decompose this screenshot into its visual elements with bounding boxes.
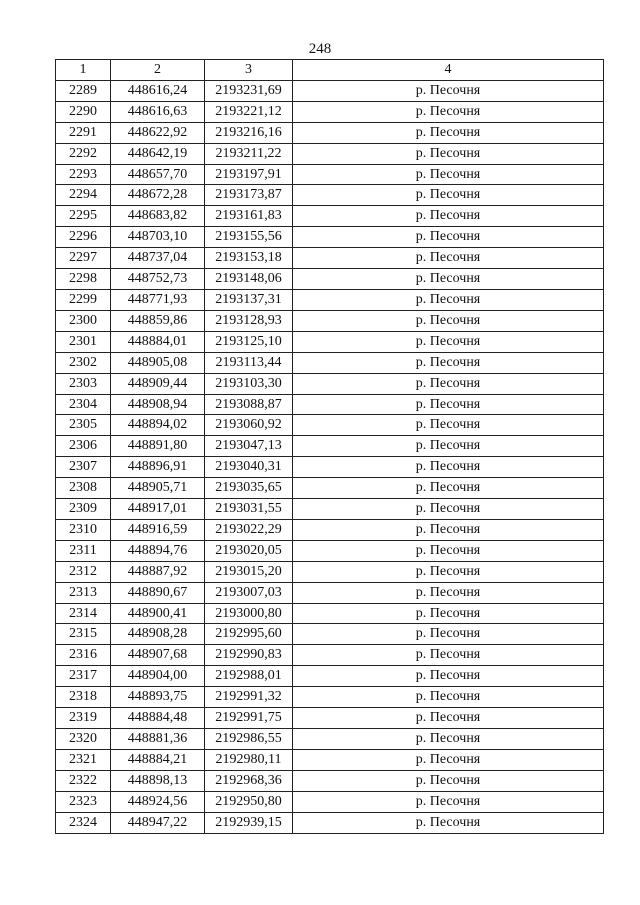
table-row	[56, 624, 604, 645]
x-coordinate-cell: 448908,28	[111, 624, 205, 645]
y-coordinate-cell: 2192968,36	[205, 770, 293, 791]
table-row	[56, 603, 604, 624]
y-coordinate-cell: 2192991,75	[205, 708, 293, 729]
table-row	[56, 164, 604, 185]
header-row	[56, 60, 604, 81]
point-number-cell: 2303	[56, 373, 111, 394]
description-cell: р. Песочня	[293, 729, 604, 750]
point-number-cell: 2301	[56, 331, 111, 352]
description-cell: р. Песочня	[293, 812, 604, 833]
x-coordinate-cell: 448616,24	[111, 80, 205, 101]
x-coordinate-cell: 448884,01	[111, 331, 205, 352]
y-coordinate-cell: 2193020,05	[205, 540, 293, 561]
y-coordinate-cell: 2193022,29	[205, 519, 293, 540]
point-number-cell: 2295	[56, 206, 111, 227]
table-row	[56, 394, 604, 415]
y-coordinate-cell: 2192990,83	[205, 645, 293, 666]
description-cell: р. Песочня	[293, 708, 604, 729]
description-cell: р. Песочня	[293, 478, 604, 499]
table-row	[56, 499, 604, 520]
description-cell: р. Песочня	[293, 561, 604, 582]
description-cell: р. Песочня	[293, 770, 604, 791]
point-number-cell: 2296	[56, 227, 111, 248]
table-row	[56, 415, 604, 436]
point-number-cell: 2313	[56, 582, 111, 603]
description-cell: р. Песочня	[293, 540, 604, 561]
table-row	[56, 206, 604, 227]
x-coordinate-cell: 448887,92	[111, 561, 205, 582]
x-coordinate-cell: 448904,00	[111, 666, 205, 687]
point-number-cell: 2317	[56, 666, 111, 687]
x-coordinate-cell: 448893,75	[111, 687, 205, 708]
y-coordinate-cell: 2193015,20	[205, 561, 293, 582]
x-coordinate-cell: 448909,44	[111, 373, 205, 394]
point-number-cell: 2323	[56, 791, 111, 812]
table-row	[56, 812, 604, 833]
point-number-cell: 2290	[56, 101, 111, 122]
x-coordinate-cell: 448908,94	[111, 394, 205, 415]
x-coordinate-cell: 448881,36	[111, 729, 205, 750]
x-coordinate-cell: 448916,59	[111, 519, 205, 540]
x-coordinate-cell: 448771,93	[111, 289, 205, 310]
header-col-3: 3	[205, 60, 293, 81]
point-number-cell: 2312	[56, 561, 111, 582]
x-coordinate-cell: 448947,22	[111, 812, 205, 833]
y-coordinate-cell: 2193113,44	[205, 352, 293, 373]
table-row	[56, 457, 604, 478]
table-header	[56, 60, 604, 81]
table-row	[56, 770, 604, 791]
table-row	[56, 478, 604, 499]
point-number-cell: 2293	[56, 164, 111, 185]
description-cell: р. Песочня	[293, 687, 604, 708]
description-cell: р. Песочня	[293, 436, 604, 457]
x-coordinate-cell: 448894,02	[111, 415, 205, 436]
point-number-cell: 2321	[56, 749, 111, 770]
description-cell: р. Песочня	[293, 143, 604, 164]
y-coordinate-cell: 2193211,22	[205, 143, 293, 164]
y-coordinate-cell: 2192995,60	[205, 624, 293, 645]
table-row	[56, 331, 604, 352]
point-number-cell: 2309	[56, 499, 111, 520]
table-row	[56, 582, 604, 603]
description-cell: р. Песочня	[293, 415, 604, 436]
table-row	[56, 143, 604, 164]
x-coordinate-cell: 448891,80	[111, 436, 205, 457]
x-coordinate-cell: 448737,04	[111, 248, 205, 269]
point-number-cell: 2294	[56, 185, 111, 206]
y-coordinate-cell: 2192950,80	[205, 791, 293, 812]
table-row	[56, 519, 604, 540]
x-coordinate-cell: 448898,13	[111, 770, 205, 791]
point-number-cell: 2319	[56, 708, 111, 729]
table-row	[56, 729, 604, 750]
x-coordinate-cell: 448657,70	[111, 164, 205, 185]
point-number-cell: 2307	[56, 457, 111, 478]
description-cell: р. Песочня	[293, 122, 604, 143]
x-coordinate-cell: 448905,08	[111, 352, 205, 373]
x-coordinate-cell: 448890,67	[111, 582, 205, 603]
description-cell: р. Песочня	[293, 791, 604, 812]
y-coordinate-cell: 2193148,06	[205, 269, 293, 290]
y-coordinate-cell: 2193221,12	[205, 101, 293, 122]
description-cell: р. Песочня	[293, 248, 604, 269]
description-cell: р. Песочня	[293, 289, 604, 310]
y-coordinate-cell: 2193047,13	[205, 436, 293, 457]
description-cell: р. Песочня	[293, 101, 604, 122]
point-number-cell: 2322	[56, 770, 111, 791]
point-number-cell: 2291	[56, 122, 111, 143]
y-coordinate-cell: 2192939,15	[205, 812, 293, 833]
x-coordinate-cell: 448703,10	[111, 227, 205, 248]
x-coordinate-cell: 448884,48	[111, 708, 205, 729]
table-row	[56, 185, 604, 206]
table-row	[56, 269, 604, 290]
description-cell: р. Песочня	[293, 185, 604, 206]
description-cell: р. Песочня	[293, 227, 604, 248]
y-coordinate-cell: 2193000,80	[205, 603, 293, 624]
x-coordinate-cell: 448907,68	[111, 645, 205, 666]
table-row	[56, 289, 604, 310]
point-number-cell: 2308	[56, 478, 111, 499]
y-coordinate-cell: 2193173,87	[205, 185, 293, 206]
x-coordinate-cell: 448622,92	[111, 122, 205, 143]
description-cell: р. Песочня	[293, 331, 604, 352]
y-coordinate-cell: 2193031,55	[205, 499, 293, 520]
point-number-cell: 2302	[56, 352, 111, 373]
y-coordinate-cell: 2193103,30	[205, 373, 293, 394]
description-cell: р. Песочня	[293, 519, 604, 540]
point-number-cell: 2316	[56, 645, 111, 666]
y-coordinate-cell: 2193161,83	[205, 206, 293, 227]
table-row	[56, 645, 604, 666]
description-cell: р. Песочня	[293, 457, 604, 478]
description-cell: р. Песочня	[293, 269, 604, 290]
table-row	[56, 248, 604, 269]
description-cell: р. Песочня	[293, 645, 604, 666]
y-coordinate-cell: 2192991,32	[205, 687, 293, 708]
point-number-cell: 2314	[56, 603, 111, 624]
point-number-cell: 2292	[56, 143, 111, 164]
description-cell: р. Песочня	[293, 582, 604, 603]
point-number-cell: 2318	[56, 687, 111, 708]
description-cell: р. Песочня	[293, 394, 604, 415]
y-coordinate-cell: 2193007,03	[205, 582, 293, 603]
y-coordinate-cell: 2193197,91	[205, 164, 293, 185]
description-cell: р. Песочня	[293, 310, 604, 331]
point-number-cell: 2324	[56, 812, 111, 833]
table-row	[56, 352, 604, 373]
point-number-cell: 2299	[56, 289, 111, 310]
table-row	[56, 687, 604, 708]
x-coordinate-cell: 448859,86	[111, 310, 205, 331]
y-coordinate-cell: 2193035,65	[205, 478, 293, 499]
x-coordinate-cell: 448884,21	[111, 749, 205, 770]
x-coordinate-cell: 448616,63	[111, 101, 205, 122]
y-coordinate-cell: 2193128,93	[205, 310, 293, 331]
description-cell: р. Песочня	[293, 666, 604, 687]
table-row	[56, 666, 604, 687]
table-row	[56, 561, 604, 582]
table-row	[56, 708, 604, 729]
description-cell: р. Песочня	[293, 749, 604, 770]
point-number-cell: 2320	[56, 729, 111, 750]
table-row	[56, 749, 604, 770]
y-coordinate-cell: 2192988,01	[205, 666, 293, 687]
point-number-cell: 2300	[56, 310, 111, 331]
description-cell: р. Песочня	[293, 624, 604, 645]
y-coordinate-cell: 2193216,16	[205, 122, 293, 143]
header-col-4: 4	[293, 60, 604, 81]
y-coordinate-cell: 2193088,87	[205, 394, 293, 415]
x-coordinate-cell: 448896,91	[111, 457, 205, 478]
point-number-cell: 2311	[56, 540, 111, 561]
table-row	[56, 80, 604, 101]
y-coordinate-cell: 2192986,55	[205, 729, 293, 750]
y-coordinate-cell: 2193231,69	[205, 80, 293, 101]
x-coordinate-cell: 448752,73	[111, 269, 205, 290]
point-number-cell: 2305	[56, 415, 111, 436]
x-coordinate-cell: 448894,76	[111, 540, 205, 561]
y-coordinate-cell: 2193155,56	[205, 227, 293, 248]
description-cell: р. Песочня	[293, 206, 604, 227]
y-coordinate-cell: 2193137,31	[205, 289, 293, 310]
header-col-2: 2	[111, 60, 205, 81]
x-coordinate-cell: 448683,82	[111, 206, 205, 227]
table-row	[56, 310, 604, 331]
x-coordinate-cell: 448917,01	[111, 499, 205, 520]
y-coordinate-cell: 2192980,11	[205, 749, 293, 770]
point-number-cell: 2297	[56, 248, 111, 269]
description-cell: р. Песочня	[293, 373, 604, 394]
table-row	[56, 540, 604, 561]
table-row	[56, 122, 604, 143]
point-number-cell: 2315	[56, 624, 111, 645]
point-number-cell: 2306	[56, 436, 111, 457]
description-cell: р. Песочня	[293, 164, 604, 185]
x-coordinate-cell: 448672,28	[111, 185, 205, 206]
point-number-cell: 2298	[56, 269, 111, 290]
table-row	[56, 227, 604, 248]
description-cell: р. Песочня	[293, 352, 604, 373]
x-coordinate-cell: 448924,56	[111, 791, 205, 812]
table-row	[56, 436, 604, 457]
table-body	[56, 80, 604, 833]
point-number-cell: 2304	[56, 394, 111, 415]
point-number-cell: 2310	[56, 519, 111, 540]
description-cell: р. Песочня	[293, 499, 604, 520]
x-coordinate-cell: 448642,19	[111, 143, 205, 164]
table-row	[56, 101, 604, 122]
y-coordinate-cell: 2193040,31	[205, 457, 293, 478]
y-coordinate-cell: 2193153,18	[205, 248, 293, 269]
x-coordinate-cell: 448900,41	[111, 603, 205, 624]
y-coordinate-cell: 2193125,10	[205, 331, 293, 352]
description-cell: р. Песочня	[293, 603, 604, 624]
table-row	[56, 791, 604, 812]
page-number: 248	[308, 41, 332, 57]
header-col-1: 1	[56, 60, 111, 81]
coordinates-table	[55, 59, 604, 834]
y-coordinate-cell: 2193060,92	[205, 415, 293, 436]
table-row	[56, 373, 604, 394]
point-number-cell: 2289	[56, 80, 111, 101]
x-coordinate-cell: 448905,71	[111, 478, 205, 499]
description-cell: р. Песочня	[293, 80, 604, 101]
